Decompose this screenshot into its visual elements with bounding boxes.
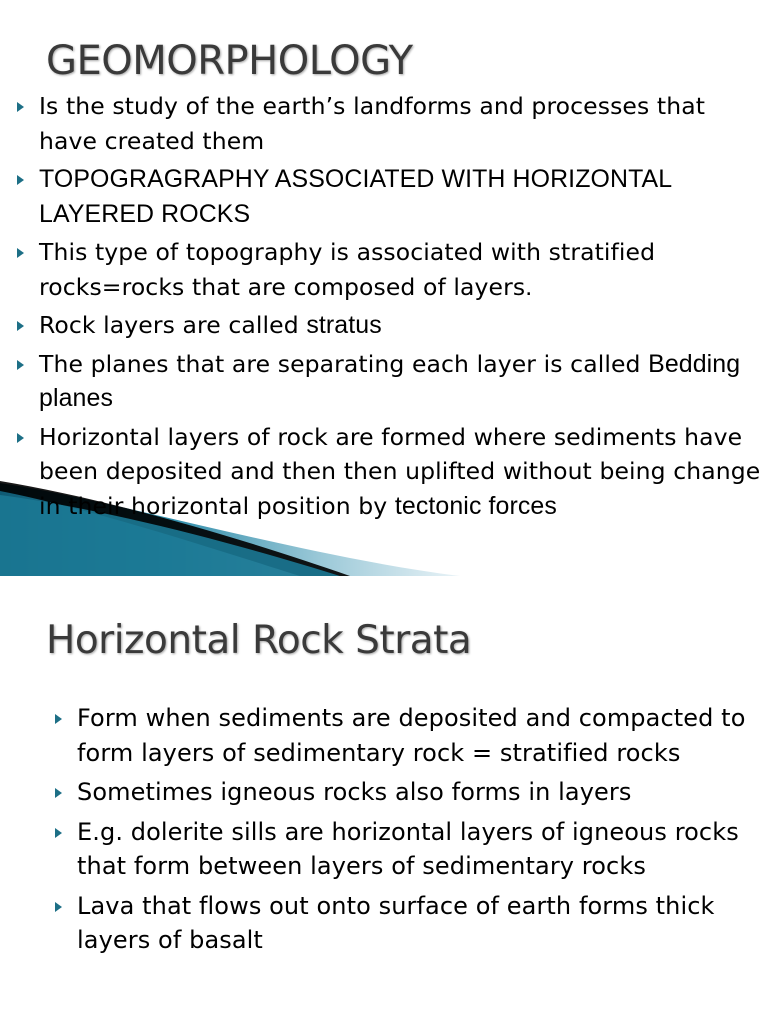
bullet-arrow-icon (17, 248, 24, 258)
bullet-arrow-icon (55, 902, 62, 912)
bullet-item (54, 815, 754, 884)
slide-horizontal-rock-strata (0, 576, 768, 1024)
bullet-list (54, 701, 754, 958)
bullet-text: Horizontal layers of rock are formed where sediments have been deposited and then then uplifted without being change in their horizontal position by (39, 422, 761, 520)
slide-title: GEOMORPHOLOGY (46, 38, 413, 84)
bullet-heading: TOPOGRAGRAPHY ASSOCIATED WITH HORIZONTAL LAYERED ROCKS (39, 165, 672, 228)
bullet-text: Form when sediments are deposited and compacted to form layers of sedimentary rock = stratified rocks (77, 704, 746, 767)
bullet-arrow-icon (17, 360, 24, 370)
bullet-arrow-icon (55, 714, 62, 724)
bullet-item (16, 308, 764, 343)
bullet-list (16, 89, 764, 523)
bullet-item (54, 701, 754, 770)
bullet-text-end: . (525, 272, 533, 301)
bullet-arrow-icon (17, 321, 24, 331)
bullet-text: Lava that flows out onto surface of earth forms thick layers of basalt (77, 891, 715, 954)
bullet-item (54, 889, 754, 958)
bullet-arrow-icon (55, 788, 62, 798)
bullet-term: Bedding planes (39, 349, 741, 412)
bullet-arrow-icon (17, 433, 24, 443)
bullet-item (16, 235, 764, 304)
bullet-text: E.g. dolerite sills are horizontal layers of igneous rocks that form between layers of sedimentary rocks (77, 817, 739, 880)
bullet-text: Rock layers are called (39, 311, 307, 339)
bullet-term: tectonic forces (394, 491, 557, 520)
bullet-text: Is the study of the earth’s landforms and processes that have created them (39, 92, 706, 155)
bullet-term: stratus (306, 311, 382, 339)
bullet-item (54, 775, 754, 810)
bullet-item (16, 347, 764, 416)
bullet-arrow-icon (17, 102, 24, 112)
bullet-item (16, 420, 764, 524)
bullet-arrow-icon (55, 828, 62, 838)
bullet-text: The planes that are separating each layer is called (39, 349, 649, 378)
slide-title: Horizontal Rock Strata (46, 618, 472, 663)
bullet-item (16, 89, 764, 158)
bullet-text: Sometimes igneous rocks also forms in layers (77, 778, 632, 806)
bullet-text: This type of topography is associated with stratified rocks=rocks that are composed of layers (39, 238, 656, 301)
bullet-item (16, 162, 764, 231)
bullet-arrow-icon (17, 175, 24, 185)
